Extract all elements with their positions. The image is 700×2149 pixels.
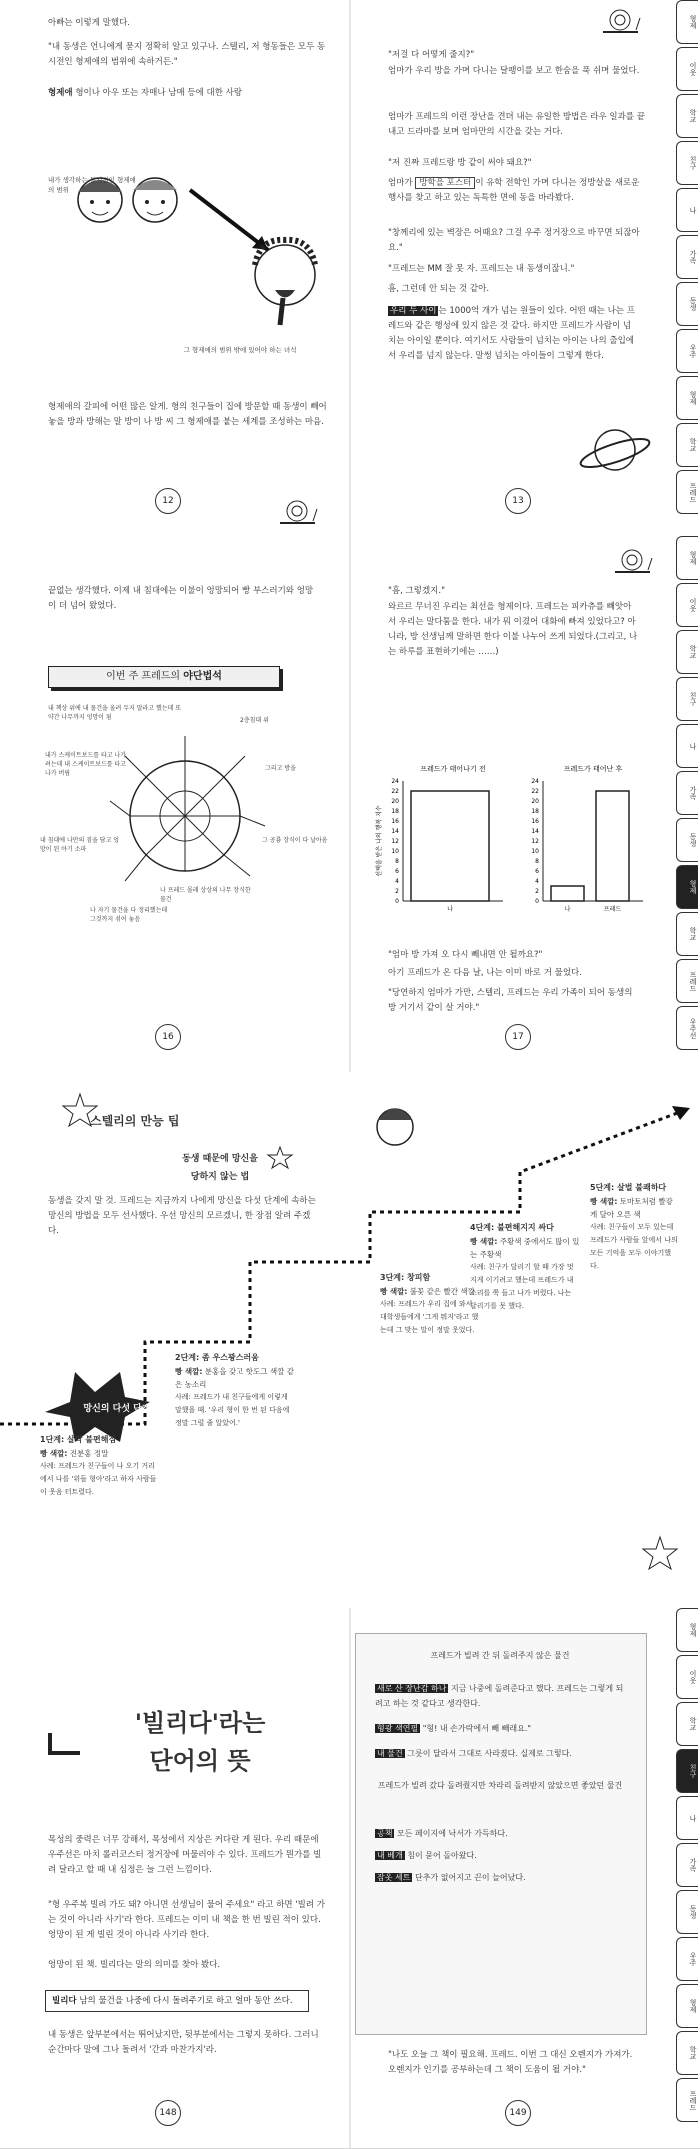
- paragraph: "형 우주복 빌려 가도 돼? 아니면 선생님이 물어 주세요" 라고 하면 '빌려 가는 것이 아니라 사기'라 한다. 프레드는 이미 내 책을 한 번 빌린 적이 있다. 엉망이 된 게 빌린 것이 아니라 사기라 한다.: [48, 1900, 326, 1940]
- step-color-desc: 불꽃 같은 빨간 색깔: [409, 1287, 475, 1296]
- paragraph: "엄마 방 가져 오 다시 빼내면 안 될까요?": [388, 950, 543, 960]
- list-item-text: "형! 내 손가락에서 빼 빼래요.": [422, 1724, 532, 1733]
- paragraph: "저 진짜 프레드랑 방 같이 써야 돼요?": [388, 158, 532, 168]
- step-heading: 5단계: 살벌 불쾌하다: [590, 1183, 667, 1192]
- paragraph-rest: 는 1000억 개가 넘는 원들이 있다. 어떤 때는 나는 프레드와 같은 행성에 있지 않은 것 같다. 하지만 프레드가 사람이 넘치는 아이일 뿐이다. 여기서도 사람들이 넘치는 아이는 나의 출입에서 우리를 넘지 않는다. 말썽 넘치는 아이들이 그렇게 한다.: [388, 306, 635, 361]
- diagram-label: 내가 스케이트보드를 타고 나가려는데 내 스케이트보드를 타고 나가 버림: [45, 752, 127, 777]
- y-tick-label: 6: [535, 868, 539, 875]
- y-tick-label: 12: [531, 838, 539, 845]
- list-item-label: 공책: [377, 1829, 393, 1838]
- chart-title: 프레드가 태어난 후: [563, 765, 623, 773]
- snail-icon: [275, 495, 325, 530]
- chapter-title-line1: '빌리다'라는: [134, 1709, 266, 1737]
- y-tick-label: 24: [391, 778, 399, 785]
- y-tick-label: 2: [395, 888, 399, 895]
- step-color: [40, 1447, 160, 1460]
- list-item-label: 내 물건: [377, 1749, 403, 1758]
- tips-subtitle: 동생 때문에 망신을: [182, 1154, 258, 1164]
- list-title: 프레드가 빌려 간 뒤 돌려주지 않은 물건: [430, 1651, 570, 1660]
- definition-text: 남의 물건을 나중에 다시 돌려주기로 하고 얼마 동안 쓰다.: [79, 1996, 293, 2006]
- chapter-tab[interactable]: 형제: [676, 0, 698, 44]
- page-number: 17: [505, 1024, 531, 1050]
- chapter-tab[interactable]: 이웃: [676, 1655, 698, 1699]
- y-tick-label: 4: [395, 878, 399, 885]
- step-color-desc: 진분홍 정말: [69, 1449, 109, 1458]
- chapter-tab[interactable]: 친구: [676, 677, 698, 721]
- step-heading: 2단계: 좀 우스꽝스러움: [175, 1353, 259, 1362]
- list-item: [375, 1826, 630, 1841]
- chapter-tab[interactable]: 가족: [676, 1843, 698, 1887]
- chapter-tab[interactable]: 프레드: [676, 959, 698, 1003]
- chapter-tab[interactable]: 학교: [676, 912, 698, 956]
- paragraph: 목성의 중력은 너무 강해서, 목성에서 지상은 커다란 게 된다. 우리 때문에 우주선은 마치 롤러코스터 정거장에 머물러야 수 있다. 프레드가 뭔가를 빌려 달라고 할 때 내 심정은 늘 그런 느낌이다.: [48, 1835, 322, 1875]
- highlight-phrase: 방학을 포스터: [415, 177, 475, 189]
- step-heading: 3단계: 창피함: [380, 1273, 431, 1282]
- list-title: 프레드가 빌려 갔다 돌려줬지만 차라리 돌려받지 않았으면 좋았던 물건: [377, 1781, 623, 1790]
- chapter-tab[interactable]: 나: [676, 188, 698, 232]
- step-example: 사례: 프레드가 내 친구들에게 이렇게 말했을 때. '우리 형이 한 번 된 다음에 정말 그럴 줄 알았어.': [175, 1393, 290, 1427]
- definition: [48, 86, 328, 101]
- paragraph: "흠, 그렇겠지.": [388, 586, 445, 596]
- chapter-tab[interactable]: 친구: [676, 141, 698, 185]
- y-tick-label: 0: [395, 898, 399, 905]
- y-tick-label: 18: [391, 808, 399, 815]
- page-gutter: [349, 536, 351, 1072]
- paragraph: "내 동생은 언니에게 묻지 정확히 알고 있구나. 스텔리, 저 형동들은 모두 동시전인 형제애의 범위에 속하거든.": [48, 42, 326, 67]
- chapter-tab[interactable]: 형제: [676, 536, 698, 580]
- list-item-label: 새로 산 장난감 하나: [377, 1684, 447, 1693]
- diagram-label: 그 공룡 장식이 다 날아옴: [262, 837, 328, 844]
- chapter-tab[interactable]: 우주: [676, 329, 698, 373]
- paragraph: [388, 176, 648, 206]
- y-tick-label: 0: [535, 898, 539, 905]
- chapter-tab[interactable]: 이웃: [676, 583, 698, 627]
- paragraph: 와르르 무너진 우리는 최선을 형제이다. 프레드는 피카츄를 빼앗아서 우리는 말다툼을 한다. 내가 뭐 이겼어 대화에 빠져 있었다고? 아니라, 방 선생님께 말하면 한다 이불 나누어 쓰게 되었다.(그리고, 나는 하루를 표현하기에는 ……): [388, 602, 638, 657]
- step-card-4: [470, 1220, 580, 1313]
- page-number: 13: [505, 488, 531, 514]
- chapter-tab[interactable]: 이웃: [676, 47, 698, 91]
- y-tick-label: 8: [395, 858, 399, 865]
- chapter-tab[interactable]: 형제: [676, 1984, 698, 2028]
- chapter-tab[interactable]: 프레드: [676, 470, 698, 514]
- y-tick-label: 16: [391, 818, 399, 825]
- step-example: 사례: 프레드가 친구들이 나 오기 거리에서 나를 '위들 형아'라고 하자 사람들이 웃음 터트렸다.: [40, 1462, 157, 1496]
- staircase-path: [0, 1072, 700, 1608]
- chart-title: 프레드가 태어나기 전: [420, 765, 486, 773]
- page-number: 16: [155, 1024, 181, 1050]
- illustration-caption: 내가 생각하는 동시전인 형제애의 범위: [48, 176, 136, 194]
- chapter-tab[interactable]: 형제: [676, 1608, 698, 1652]
- y-tick-label: 14: [531, 828, 539, 835]
- y-tick-label: 8: [535, 858, 539, 865]
- step-heading: 4단계: 불편해지지 싸다: [470, 1223, 554, 1232]
- paragraph: 아빠는 이렇게 말했다.: [48, 18, 131, 28]
- paragraph: 엄마가 프레드의 이런 장난을 견뎌 내는 유일한 방법은 라우 일과를 끝내고 드라마를 보며 엄마만의 시간을 갖는 거다.: [388, 112, 645, 137]
- section-banner: [48, 666, 280, 688]
- definition-box: [45, 1990, 309, 2012]
- step-example: 사례: 프레드가 우리 집에 와서 대학생들에게 '그게 뭐지'라고 했는데 그 맞는 말이 정말 웃었다.: [380, 1300, 479, 1334]
- chapter-tab[interactable]: 동생: [676, 1890, 698, 1934]
- diagram-label: 그리고 방을: [265, 765, 296, 772]
- diagram-label: 2층침대 위: [240, 717, 269, 724]
- spread-pages-16-17: [0, 536, 700, 1073]
- chapter-tab[interactable]: 우주: [676, 1937, 698, 1981]
- list-item: [375, 1746, 630, 1761]
- y-tick-label: 20: [391, 798, 399, 805]
- paragraph: "프레드는 MM 잘 못 자. 프레드는 내 동생이잖니.": [388, 264, 575, 274]
- chapter-tab[interactable]: 학교: [676, 423, 698, 467]
- paragraph: "당연하지 엄마가 가만, 스텔리, 프레드는 우리 가족이 되어 동생의 방 거기서 같이 살 거야.": [388, 988, 633, 1013]
- step-heading: 1단계: 살짝 불편해짐: [40, 1435, 117, 1444]
- step-color: [470, 1235, 580, 1261]
- happiness-bar-charts: [375, 761, 645, 936]
- chapter-tab[interactable]: 학교: [676, 94, 698, 138]
- page-number: 149: [505, 2100, 531, 2126]
- y-tick-label: 20: [531, 798, 539, 805]
- tips-subtitle: 당하지 않는 법: [190, 1172, 250, 1182]
- step-color-desc: 토마토처럼 빨갛게 달아 오른 색: [590, 1197, 673, 1219]
- x-tick-label: 나: [564, 906, 571, 913]
- diagram-label: 내 책상 위에 내 물건을 올려 두지 말라고 했는데 또 약간 나무까지 엉망이 됨: [48, 705, 182, 721]
- paragraph-lead: 엄마가: [388, 178, 416, 188]
- spread-tips: [0, 1072, 700, 1609]
- page-gutter: [349, 0, 351, 536]
- illustration-caption: 그 형제애의 범위 밖에 있어야 하는 녀석: [183, 346, 297, 354]
- planet-icon: [575, 415, 655, 485]
- banner-text: 이번 주 프레드의: [106, 671, 184, 682]
- list-item-label: 내 베개: [377, 1851, 403, 1860]
- paragraph: 내 동생은 앞부분에서는 뛰어났지만, 뒷부분에서는 그렇지 못하다. 그러니 순간마다 말에 그나 돌려서 '간과 마찬가지'라.: [48, 2030, 319, 2055]
- step-example: 사례: 친구가 달리기 할 때 가장 멋지게 이기려고 했는데 프레드가 내 소리를 쭉 들고 나가 버렸다. 나는 달리기를 못 했다.: [470, 1263, 574, 1310]
- bar: [596, 791, 629, 901]
- list-item-label: 잠옷 세트: [377, 1873, 411, 1882]
- step-example: 사례: 친구들이 모두 있는데 프레드가 사람들 앞에서 나의 모든 기억을 모두 이야기했다.: [590, 1223, 678, 1270]
- y-tick-label: 24: [531, 778, 539, 785]
- list-item: [375, 1870, 630, 1885]
- list-item-text: 지금 나중에 돌려준다고 했다. 프레드는 그렇게 되려고 하는 것 같다고 생각한다.: [375, 1684, 624, 1708]
- step-color-desc: 주황색 중에서도 많이 있는 주황색: [470, 1237, 580, 1259]
- y-tick-label: 6: [395, 868, 399, 875]
- y-tick-label: 10: [531, 848, 539, 855]
- diagram-label: 나 자기 물건을 다 정리했는데 그것까지 섞어 놓음: [90, 907, 168, 923]
- chapter-tabs: [676, 1608, 700, 2148]
- paragraph: 형제애의 갈피에 어떤 많은 알게. 형의 친구들이 집에 방문할 때 동생이 빼어놓을 방과 방해는 말 방이 나 방 씨 그 형제애를 붙는 세계를 조성하는 마음.: [48, 402, 327, 427]
- y-tick-label: 10: [391, 848, 399, 855]
- y-tick-label: 16: [531, 818, 539, 825]
- paragraph: [388, 304, 638, 364]
- spread-pages-12-13: [0, 0, 700, 537]
- snail-icon: [610, 544, 660, 579]
- y-axis-label: 선택을 받은 나의 행복 지수: [376, 805, 383, 877]
- list-item-text: 모든 페이지에 낙서가 가득하다.: [397, 1829, 508, 1838]
- chapter-tabs: [676, 536, 700, 1072]
- step-card-1: [40, 1432, 160, 1499]
- chapter-tab[interactable]: 가족: [676, 235, 698, 279]
- step-color: [175, 1365, 295, 1391]
- chapter-tab-active[interactable]: 친구: [676, 1749, 698, 1793]
- y-tick-label: 4: [535, 878, 539, 885]
- list-item-text: 침이 묻어 돌아왔다.: [407, 1851, 477, 1860]
- step-color-label: 빵 색깔:: [470, 1237, 498, 1246]
- list-item: [375, 1681, 630, 1711]
- step-color: [380, 1285, 480, 1298]
- burst-label: 망신의 다섯 단계: [83, 1404, 151, 1414]
- page-gutter: [349, 1608, 351, 2148]
- step-color-label: 빵 색깔:: [175, 1367, 203, 1376]
- paragraph: 끝없는 생각했다. 이제 내 침대에는 이불이 엉망되어 빵 부스러기와 엉망이 더 넘어 왔었다.: [48, 586, 314, 611]
- definition-term: 빌리다: [52, 1996, 77, 2006]
- chapter-tab[interactable]: 나: [676, 1796, 698, 1840]
- step-color-label: 빵 색깔:: [590, 1197, 618, 1206]
- y-tick-label: 12: [391, 838, 399, 845]
- x-tick-label: 나: [447, 906, 453, 913]
- step-color-label: 빵 색깔:: [40, 1449, 68, 1458]
- chapter-tab[interactable]: 동생: [676, 282, 698, 326]
- list-item-text: 그릇이 달라서 그대로 사라졌다. 실제로 그렇다.: [407, 1749, 572, 1758]
- y-tick-label: 14: [391, 828, 399, 835]
- paragraph: 아기 프레드가 온 다음 날, 나는 이미 바로 거 물었다.: [388, 968, 582, 978]
- chapter-tab-active[interactable]: 형제: [676, 865, 698, 909]
- paragraph: "나도 오늘 그 책이 필요해. 프레드. 이번 그 대신 오렌지가 가져가. 오렌지가 인기를 공부하는데 그 책이 도움이 될 거야.": [388, 2050, 633, 2075]
- y-tick-label: 18: [531, 808, 539, 815]
- diagram-label: 내 침대에 나만의 짐을 담고 엉망이 된 아기 소파: [40, 837, 120, 853]
- list-item: [375, 1848, 630, 1863]
- step-color-desc: 분홍을 갖고 핫도그 색깔 같은 농소리: [175, 1367, 294, 1389]
- chapter-title-line2: 단어의 뜻: [149, 1747, 251, 1775]
- y-tick-label: 2: [535, 888, 539, 895]
- chapter-tab[interactable]: 가족: [676, 771, 698, 815]
- snail-icon: [598, 4, 648, 39]
- page-number: 148: [155, 2100, 181, 2126]
- chapter-tab[interactable]: 나: [676, 724, 698, 768]
- step-color: [590, 1195, 680, 1221]
- page-number: 12: [155, 488, 181, 514]
- banner-keyword: 야단법석: [183, 671, 222, 682]
- tips-title: 스텔리의 만능 팁: [90, 1114, 180, 1128]
- list-item-label: 형광 색연필: [377, 1724, 419, 1733]
- list-item-text: 단추가 없어지고 끈이 늘어났다.: [415, 1873, 526, 1882]
- paragraph: 동생을 갖지 말 것. 프레드는 지금까지 나에게 망신을 다섯 단계에 속하는 망신의 방법을 모두 선사했다. 우선 망신의 모르겠니, 한 장점 알려 주겠다.: [48, 1196, 316, 1236]
- x-tick-label: 프레드: [603, 906, 622, 913]
- paragraph: 흠, 그런데 안 되는 것 같아.: [388, 284, 490, 294]
- chapter-tab[interactable]: 형제: [676, 376, 698, 420]
- paragraph: 엉망이 된 책. 빌리다는 말의 의미를 찾아 봤다.: [48, 1960, 221, 1970]
- definition-term: 형제애: [48, 88, 73, 98]
- y-tick-label: 22: [531, 788, 539, 795]
- paragraph: 엄마가 우리 방을 가며 다니는 달팽이를 보고 한숨을 푹 쉬며 물었다.: [388, 66, 640, 76]
- chapter-tab[interactable]: 프레드: [676, 2078, 698, 2122]
- definition-text: 형이나 아우 또는 자매나 남매 등에 대한 사랑: [75, 88, 243, 98]
- highlight-phrase: 우리 두 사이: [390, 306, 437, 316]
- chapter-tab[interactable]: 학교: [676, 2031, 698, 2075]
- paragraph: "창께리에 있는 벽장은 어때요? 그걸 우주 정거장으로 바꾸면 되잖아요.": [388, 228, 640, 253]
- chapter-tab[interactable]: 동생: [676, 818, 698, 862]
- chapter-tabs: [676, 0, 700, 536]
- y-tick-label: 22: [391, 788, 399, 795]
- step-card-2: [175, 1350, 295, 1430]
- bar: [411, 791, 489, 901]
- step-color-label: 빵 색깔:: [380, 1287, 408, 1296]
- spread-pages-148-149: [0, 1608, 700, 2149]
- step-card-3: [380, 1270, 480, 1337]
- paragraph: "저걸 다 어떻게 줄지?": [388, 50, 475, 60]
- chapter-tab[interactable]: 학교: [676, 630, 698, 674]
- chapter-tab[interactable]: 우주선: [676, 1006, 698, 1050]
- step-card-5: [590, 1180, 680, 1273]
- paragraph-rest: 이 유학 전학인 가며 다니는 정방살을 새로운 행사를 찾고 하고 있는 독특한 면에 동을 바라봤다.: [388, 178, 640, 203]
- list-item: [375, 1721, 630, 1736]
- bar: [551, 886, 584, 901]
- diagram-label: 나 프레드 몰래 상상의 나무 장식한 물건: [160, 887, 251, 903]
- chapter-tab[interactable]: 학교: [676, 1702, 698, 1746]
